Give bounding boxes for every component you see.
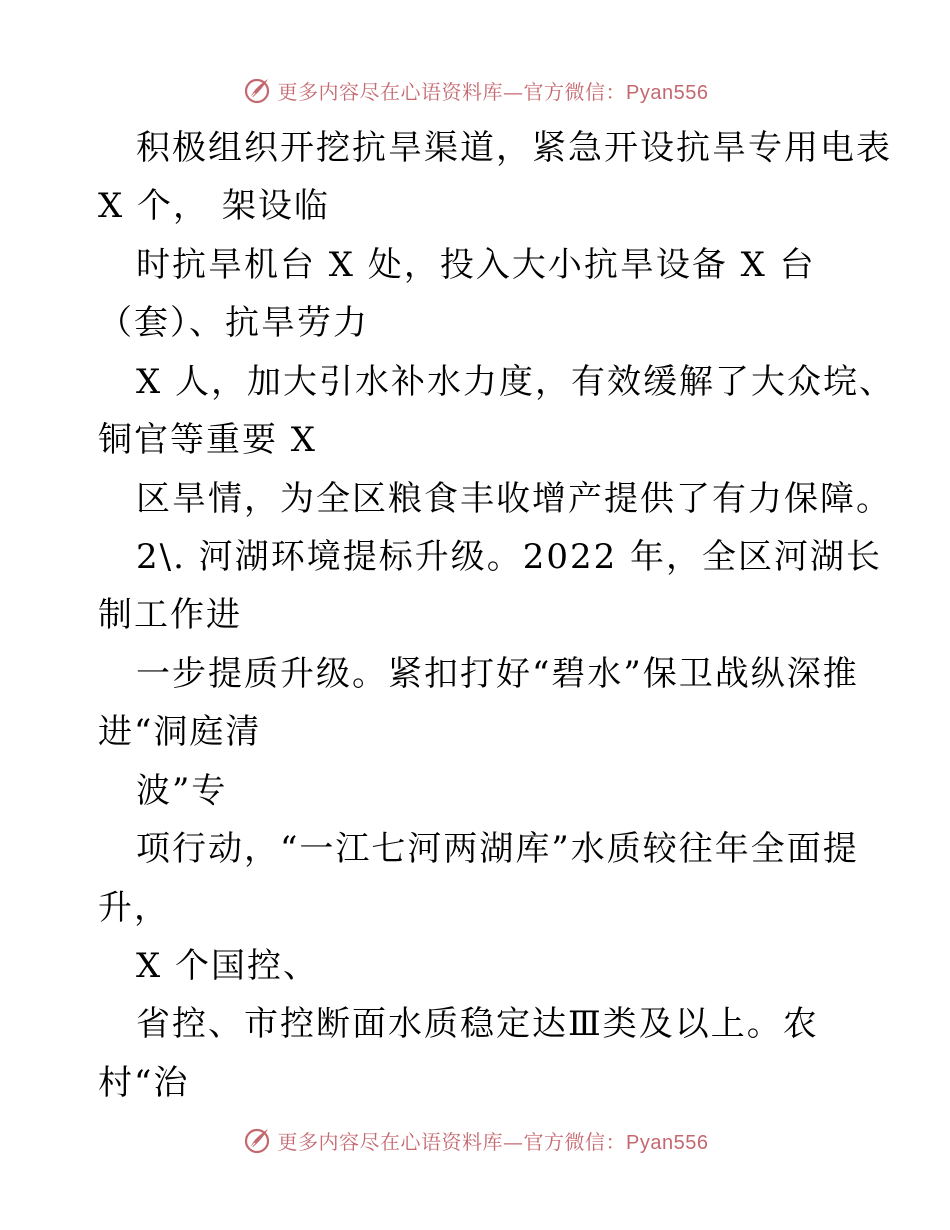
watermark-footer [0,1120,950,1160]
text-line: 波”专 [136,771,228,811]
text-line: 进“洞庭清 [98,712,262,752]
text-line: 一步提质升级。紧扣打好“碧水”保卫战纵深推 [136,654,859,694]
text-line: 区旱情，为全区粮食丰收增产提供了有力保障。 [136,479,892,519]
text-line: （套）、抗旱劳力 [98,303,369,343]
text-line: X 个国控、 [136,946,320,986]
text-line: 村“治 [98,1063,190,1103]
watermark-label: 更多内容尽在心语资料库—官方微信： [277,1129,627,1154]
watermark-wechat-id: Pyan556 [626,1131,709,1154]
text-line: X 人，加大引水补水力度，有效缓解了大众垸、 [136,362,896,402]
text-line: 铜官等重要 X [98,420,318,460]
text-line: 时抗旱机台 X 处，投入大小抗旱设备 X 台 [136,245,816,285]
watermark-text [278,1126,709,1155]
text-line: 2\. 河湖环境提标升级。2022 年，全区河湖长 [136,537,883,577]
watermark-wechat-id: Pyan556 [626,81,709,104]
text-line: 项行动，“一江七河两湖库”水质较往年全面提 [136,829,859,869]
quill-logo-icon [242,1125,272,1155]
watermark-label: 更多内容尽在心语资料库—官方微信： [277,79,627,104]
text-line: 省控、市控断面水质稳定达Ⅲ类及以上。农 [136,1004,819,1044]
text-line: X 个， 架设临 [98,186,330,226]
text-line: 积极组织开挖抗旱渠道，紧急开设抗旱专用电表 [136,128,892,168]
text-line: 升， [98,888,170,928]
text-line: 制工作进 [98,595,242,635]
